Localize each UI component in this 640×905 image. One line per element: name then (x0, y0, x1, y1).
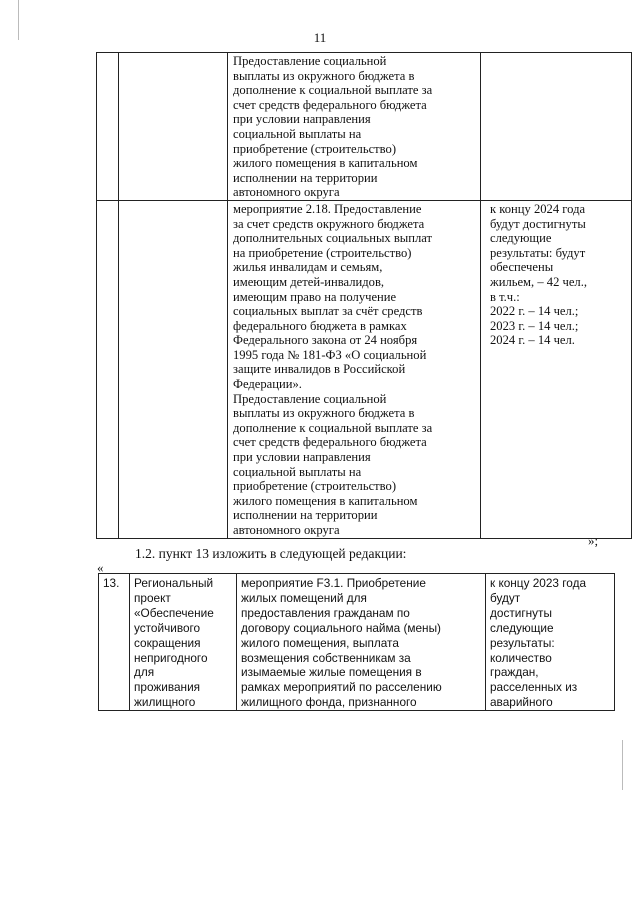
table-row (97, 53, 632, 201)
scan-edge-mark (622, 740, 623, 790)
description-cell (228, 53, 481, 201)
project-cell (119, 53, 228, 201)
amendment-paragraph: 1.2. пункт 13 изложить в следующей редакции: (135, 546, 407, 561)
measure-2-18-addition-text: Предоставление социальной выплаты из окружного бюджета в дополнение к социальной выплате за счет средств федерального бюджета при условии направления социальной выплаты на приобретение (строительство) жилого помещения в капитальном исполнении на территории автономного округа (233, 391, 433, 537)
measure-2-18-text: мероприятие 2.18. Предоставление за счет средств окружного бюджета дополнительных социальных выплат на приобретение (строительство) жилья инвалидам и семьям, имеющим детей-инвалидов, имеющим право на получение социальных выплат за счёт средств федерального бюджета в рамках Федерального закона от 24 ноября 1995 года № 181-ФЗ «О социальной защите инвалидов в Российской Федерации». (233, 201, 433, 392)
number-cell (97, 200, 119, 538)
page-number: 11 (313, 30, 327, 45)
scan-edge-mark (18, 0, 19, 40)
number-cell (97, 53, 119, 201)
number-cell: 13. (99, 574, 130, 711)
result-cell (486, 574, 615, 711)
result-cell (481, 53, 632, 201)
description-cell (228, 200, 481, 538)
closing-quote: »; (588, 533, 599, 548)
description-text: Предоставление социальной выплаты из окружного бюджета в дополнение к социальной выплате за счет средств федерального бюджета при условии направления социальной выплаты на приобретение (строительство) жилого помещения в капитальном исполнении на территории автономного округа (233, 54, 433, 200)
opening-quote: « (97, 560, 104, 575)
project-text: Региональный проект «Обеспечение устойчивого сокращения непригодного для проживания жилищного (134, 576, 214, 710)
result-text: к концу 2024 года будут достигнуты следующие результаты: будут обеспечены жильем, – 42 чел., в т.ч.: 2022 г. – 14 чел.; 2023 г. – 14 чел.; 2024 г. – 14 чел. (490, 201, 588, 348)
result-text: к концу 2023 года будут достигнуты следующие результаты: количество граждан, расселенных из аварийного (490, 576, 587, 710)
project-cell (130, 574, 237, 711)
program-table-continuation (96, 52, 632, 539)
table-row (99, 574, 615, 711)
result-cell (481, 200, 632, 538)
measure-f3-1-text: мероприятие F3.1. Приобретение жилых помещений для предоставления гражданам по договору социального найма (мены) жилого помещения, выплата возмещения собственникам за изымаемые жилые помещения в рамках мероприятий по расселению жилищного фонда, признанного (241, 576, 442, 710)
description-cell (237, 574, 486, 711)
project-cell (119, 200, 228, 538)
table-row (97, 200, 632, 538)
program-table-new-item (98, 573, 615, 711)
